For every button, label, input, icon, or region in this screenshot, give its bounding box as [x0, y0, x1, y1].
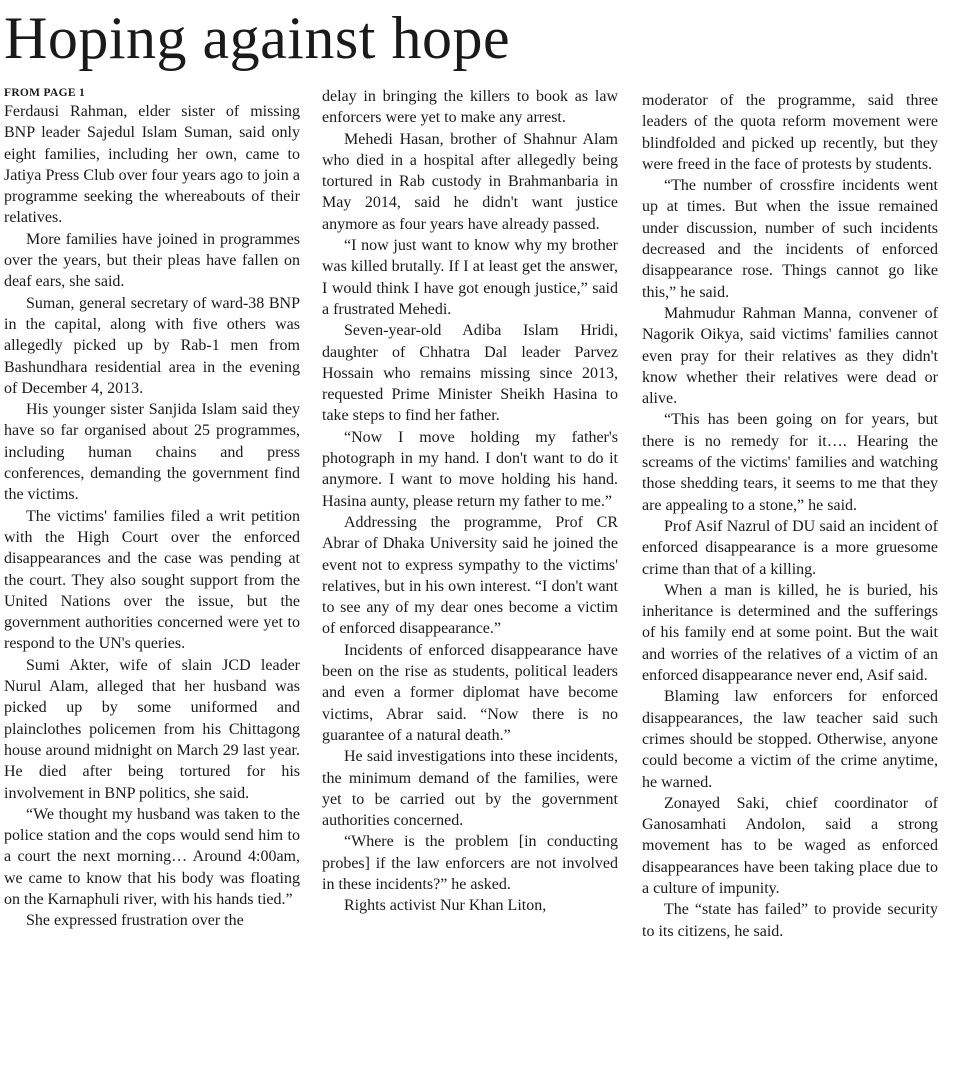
paragraph: Mahmudur Rahman Manna, convener of Nagorik Oikya, said victims' families cannot even pray for their relatives as they didn't know whether their relatives were dead or alive.	[642, 304, 938, 408]
paragraph: Ferdausi Rahman, elder sister of missing BNP leader Sajedul Islam Suman, said only eight families, including her own, came to Jatiya Press Club over four years ago to join a programme seeking the whereabouts of their relatives.	[4, 103, 300, 227]
paragraph: Addressing the programme, Prof CR Abrar of Dhaka University said he joined the event not to express sympathy to the victims' relatives, but in his own interest. “I don't want to see any of my dear ones become a victim of enforced disappearance.”	[322, 513, 618, 638]
article-column-2	[322, 86, 618, 917]
paragraph: “The number of crossfire incidents went up at times. But when the issue remained under discussion, number of such incidents decreased and the incidents of enforced disappearance rose. Things cannot go like this,” he said.	[642, 177, 938, 301]
paragraph: More families have joined in programmes over the years, but their pleas have fallen on deaf ears, she said.	[4, 230, 300, 291]
paragraph: Rights activist Nur Khan Liton,	[344, 897, 547, 915]
paragraph: Sumi Akter, wife of slain JCD leader Nurul Alam, alleged that her husband was picked up by some uniformed and plainclothes policemen from his Chittagong house around midnight on March 29 last year. He died after being tortured for his involvement in BNP politics, she said.	[4, 656, 300, 802]
paragraph: moderator of the programme, said three leaders of the quota reform movement were blindfolded and picked up recently, but they were freed in the face of protests by students.	[642, 92, 938, 173]
paragraph: She expressed frustration over the	[26, 912, 244, 930]
paragraph: Seven-year-old Adiba Islam Hridi, daughter of Chhatra Dal leader Parvez Hossain who remains missing since 2013, requested Prime Minister Sheikh Hasina to take steps to find her father.	[322, 322, 618, 425]
paragraph: The “state has failed” to provide security to its citizens, he said.	[642, 901, 938, 940]
paragraph: The victims' families filed a writ petition with the High Court over the enforced disappearances and the case was pending at the court. They also sought support from the United Nations over the issue, but the government authorities concerned were yet to respond to the UN's queries.	[4, 507, 300, 653]
paragraph: His younger sister Sanjida Islam said they have so far organised about 25 programmes, including human chains and press conferences, demanding the government find the victims.	[4, 401, 300, 504]
headline: Hoping against hope	[4, 5, 511, 71]
paragraph: Blaming law enforcers for enforced disappearances, the law teacher said such crimes should be stopped. Otherwise, anyone could become a victim of the crime anytime, he warned.	[642, 688, 938, 791]
paragraph: “Now I move holding my father's photograph in my hand. I don't want to do it anymore. I want to move holding his hand. Hasina aunty, please return my father to me.”	[322, 428, 618, 510]
paragraph: When a man is killed, he is buried, his inheritance is determined and the sufferings of his family end at some point. But the wait and worries of the relatives of a victim of an enforced disappearance never end, Asif said.	[642, 581, 938, 685]
paragraph: delay in bringing the killers to book as law enforcers were yet to make any arrest.	[322, 88, 618, 127]
paragraph: “Where is the problem [in conducting probes] if the law enforcers are not involved in these incidents?” he asked.	[322, 833, 618, 893]
article-column-3	[642, 90, 938, 942]
paragraph: Incidents of enforced disappearance have been on the rise as students, political leaders and even a former diplomat have become victims, Abrar said. “Now there is no guarantee of a natural death.”	[322, 641, 618, 744]
paragraph: “I now just want to know why my brother was killed brutally. If I at least get the answer, I would think I have got enough justice,” said a frustrated Mehedi.	[322, 237, 618, 318]
paragraph: Zonayed Saki, chief coordinator of Ganosamhati Andolon, said a strong movement has to be waged as enforced disappearances have been taking place due to a culture of impunity.	[642, 794, 938, 897]
paragraph: Suman, general secretary of ward-38 BNP in the capital, along with five others was allegedly picked up by Rab-1 men from Bashundhara residential area in the evening of December 4, 2013.	[4, 294, 300, 397]
paragraph: He said investigations into these incidents, the minimum demand of the families, were yet to be carried out by the government authorities concerned.	[322, 748, 618, 830]
paragraph: Prof Asif Nazrul of DU said an incident of enforced disappearance is a more gruesome crime than that of a killing.	[642, 517, 938, 578]
continuation-kicker: FROM PAGE 1	[4, 87, 86, 99]
paragraph: “This has been going on for years, but there is no remedy for it…. Hearing the screams of the victims' families and watching those shedding tears, it seems to me that they are appealing to a stone,” he said.	[642, 411, 938, 514]
article-column-1	[4, 86, 300, 932]
paragraph: “We thought my husband was taken to the police station and the cops would send him to a court the next morning… Around 4:00am, we came to know that his body was floating on the Karnaphuli river, with his hands tied.”	[4, 805, 300, 908]
paragraph: Mehedi Hasan, brother of Shahnur Alam who died in a hospital after allegedly being tortured in Rab custody in Brahmanbaria in May 2014, said he didn't want justice anymore as four years have already passed.	[322, 130, 618, 233]
